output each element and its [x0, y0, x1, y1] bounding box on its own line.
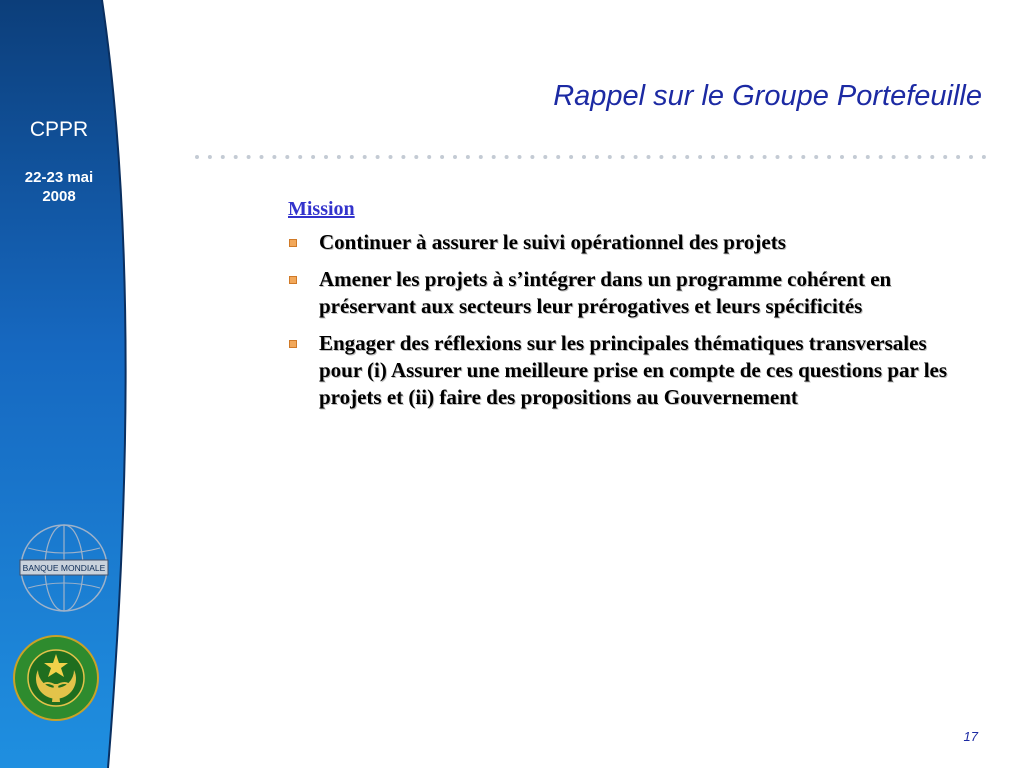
world-bank-logo-label: BANQUE MONDIALE: [22, 563, 106, 573]
bullet-text: Engager des réflexions sur les principales thématiques transversales pour (i) Assurer une meilleure prise en compte de ces questions par les projets et (ii) faire des propositions au Gouvernement: [319, 331, 948, 409]
bullet-item: [288, 330, 948, 411]
section-heading: Mission: [288, 198, 355, 220]
conference-date-year: 2008: [42, 188, 76, 205]
square-bullet-icon: [289, 340, 297, 348]
world-bank-logo: [18, 522, 110, 614]
conference-name: CPPR: [29, 118, 89, 141]
bullet-item: [288, 229, 948, 256]
page-number: 17: [963, 729, 978, 744]
mauritania-seal-logo: [12, 634, 100, 722]
square-bullet-icon: [289, 276, 297, 284]
bullet-text: Amener les projets à s’intégrer dans un programme cohérent en préservant aux secteurs leur prérogatives et leurs spécificités: [319, 267, 892, 318]
dotted-divider: [194, 153, 990, 161]
square-bullet-icon: [289, 239, 297, 247]
bullet-text: Continuer à assurer le suivi opérationnel des projets: [319, 230, 786, 254]
slide-content: [288, 198, 948, 421]
conference-date-days: 22-23 mai: [24, 169, 94, 186]
slide-title: Rappel sur le Groupe Portefeuille: [553, 80, 982, 112]
conference-date: [0, 168, 118, 206]
bullet-item: [288, 266, 948, 320]
bullet-list: [288, 229, 948, 411]
